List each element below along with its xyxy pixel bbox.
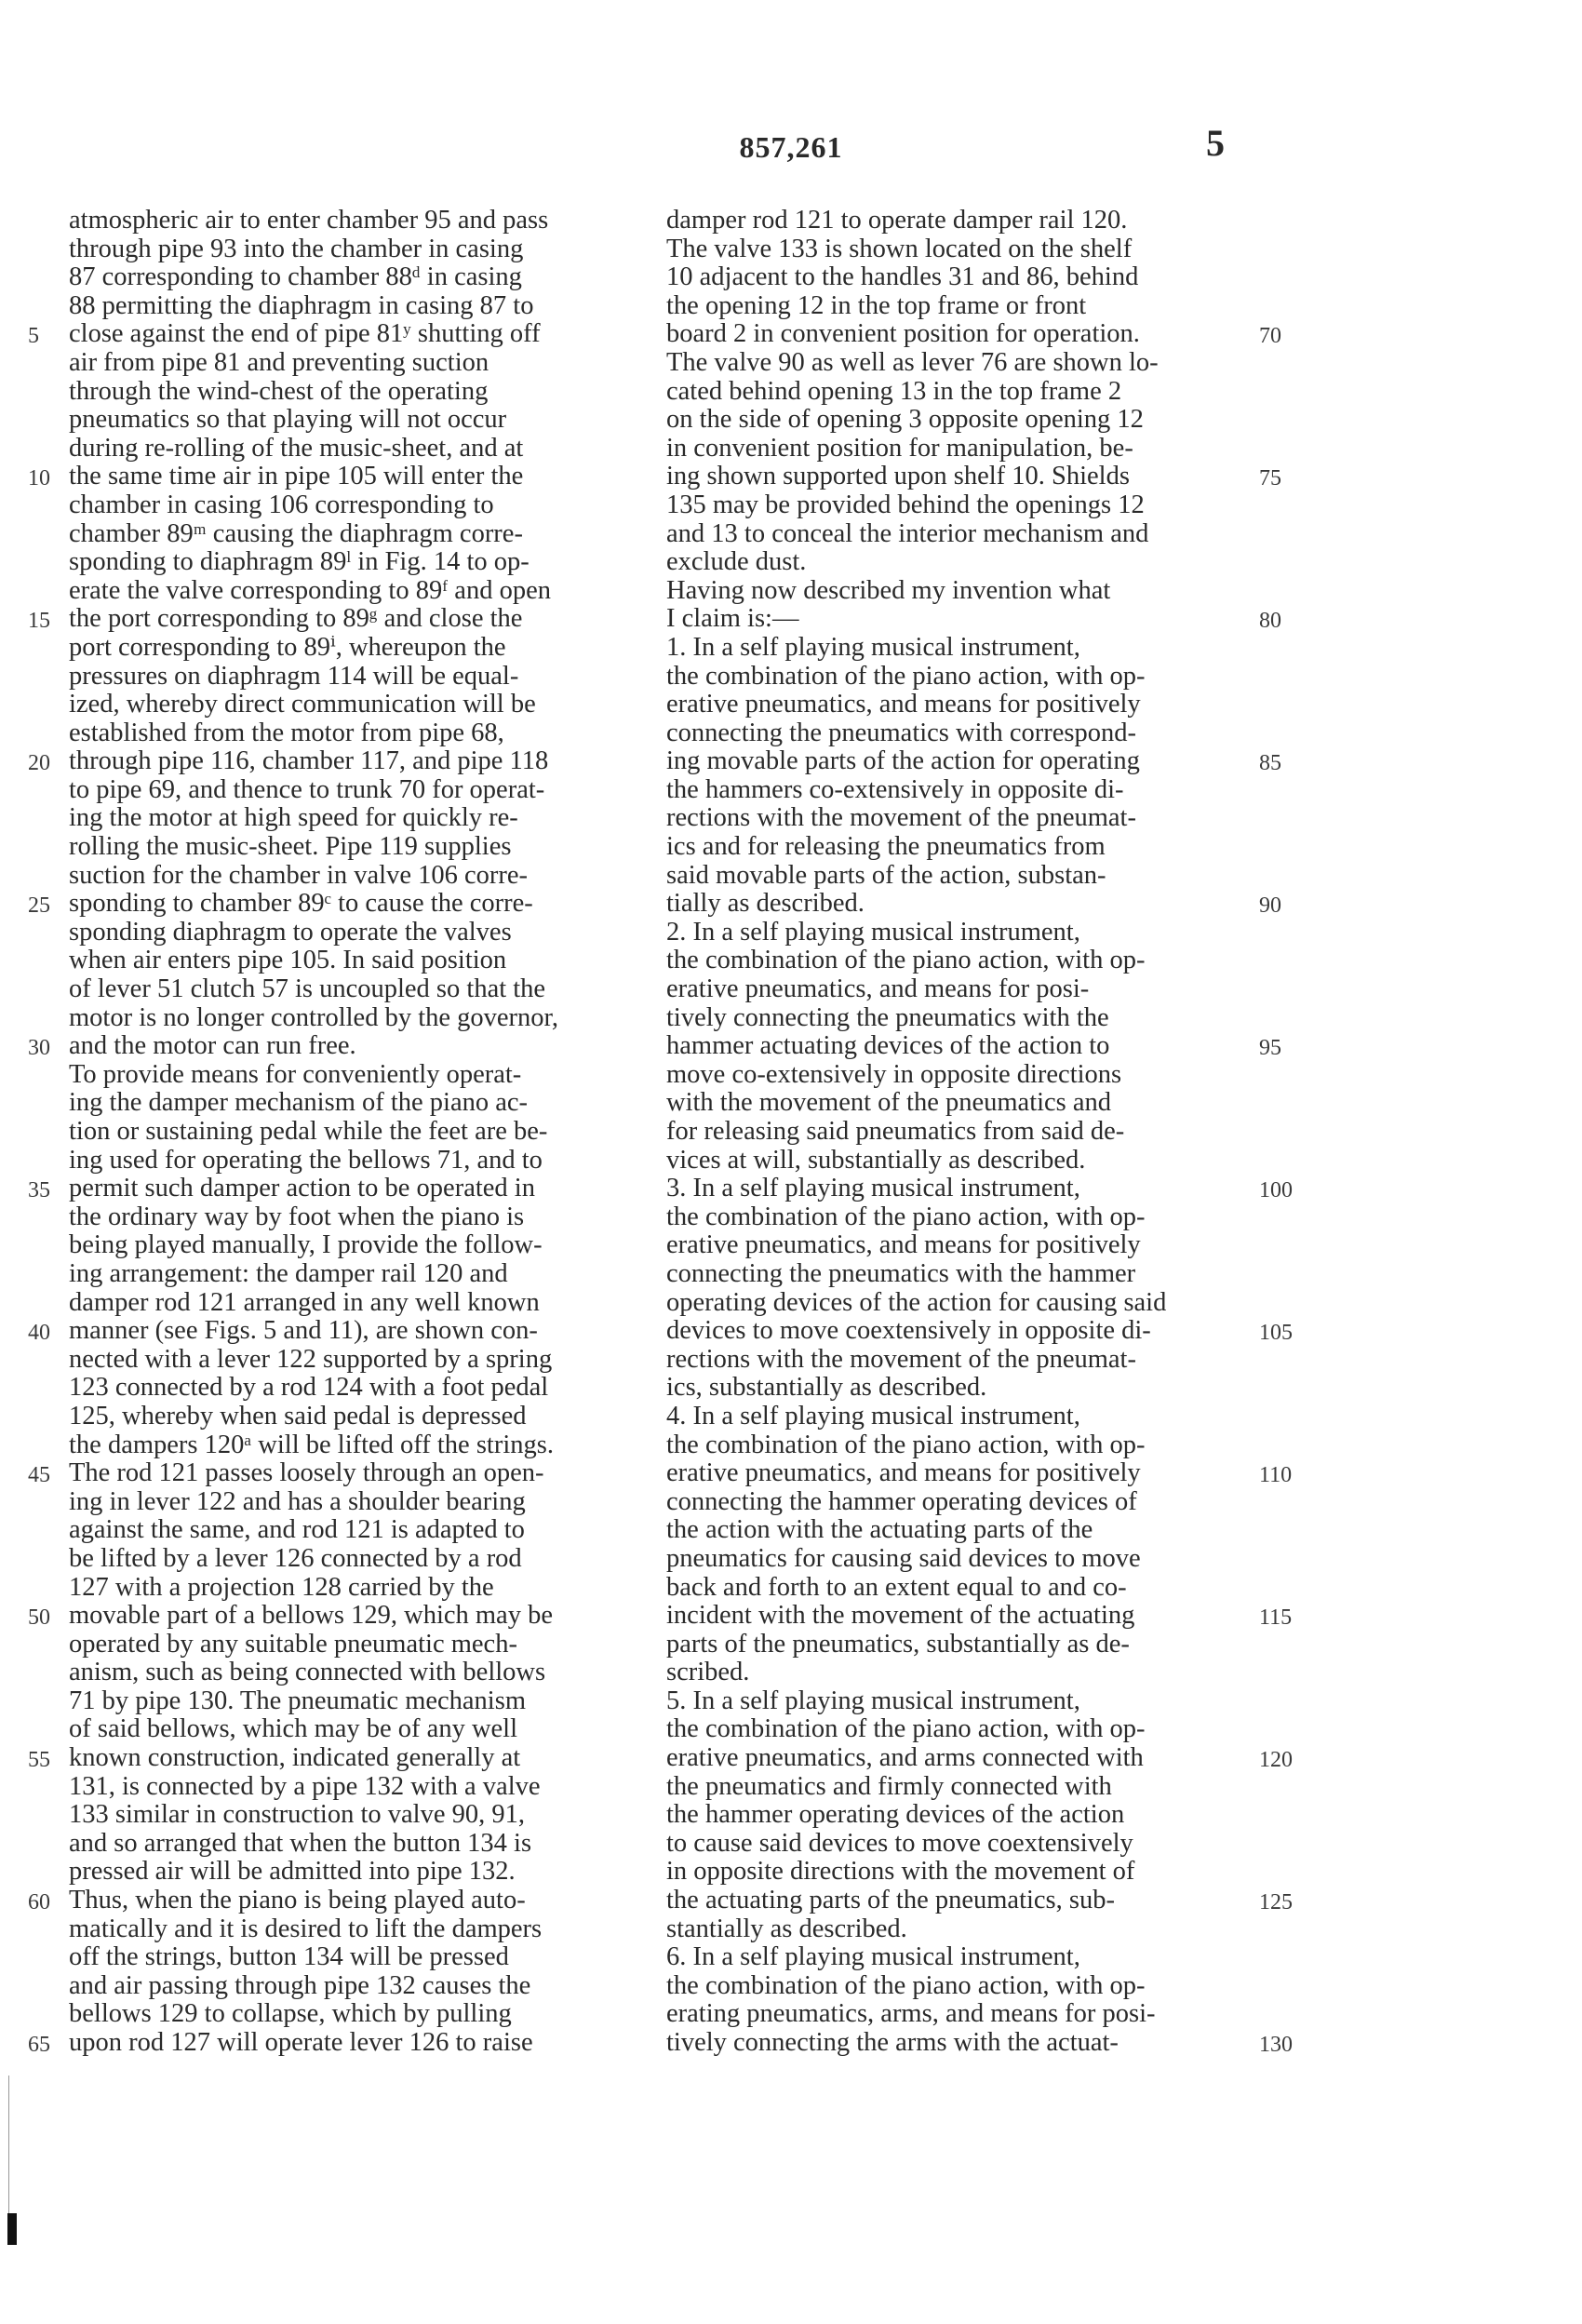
text-line: upon rod 127 will operate lever 126 to raise [69,2029,533,2057]
line-number: 85 [1259,751,1281,776]
text-line: damper rod 121 to operate damper rail 120. [666,207,1128,235]
text-line: stantially as described. [666,1914,907,1943]
line-number: 75 [1259,466,1281,491]
text-line: the hammers co-extensively in opposite di- [666,775,1124,804]
text-line: connecting the hammer operating devices of [666,1487,1137,1516]
text-line: operating devices of the action for causing said [666,1288,1167,1317]
patent-number: 857,261 [739,130,843,164]
line-number: 5 [28,324,39,349]
text-line: board 2 in convenient position for operation. [666,320,1140,349]
text-line: port corresponding to 89ⁱ, whereupon the [69,633,506,662]
text-line: 6. In a self playing musical instrument, [666,1943,1080,1972]
text-line: the combination of the piano action, with op- [666,947,1146,975]
text-line: connecting the pneumatics with correspond- [666,719,1136,747]
text-line: 5. In a self playing musical instrument, [666,1686,1080,1715]
text-line: 3. In a self playing musical instrument, [666,1175,1080,1203]
text-line: ics and for releasing the pneumatics from [666,833,1106,862]
text-line: I claim is:— [666,605,799,634]
text-line: close against the end of pipe 81ʸ shutting off [69,320,541,349]
text-line: tively connecting the arms with the actuat- [666,2029,1119,2057]
right-column [666,207,1258,2058]
text-line: sponding to chamber 89ᶜ to cause the corre- [69,890,533,919]
text-line: 135 may be provided behind the openings 12 [666,490,1145,519]
text-line: bellows 129 to collapse, which by pulling [69,2000,512,2029]
text-line: nected with a lever 122 supported by a spring [69,1345,553,1374]
text-line: tion or sustaining pedal while the feet are be- [69,1118,548,1146]
text-line: in convenient position for manipulation, be- [666,434,1133,463]
text-line: to cause said devices to move coextensively [666,1829,1133,1858]
text-line: ized, whereby direct communication will be [69,691,536,719]
text-line: and air passing through pipe 132 causes the [69,1971,531,2000]
text-line: ing the damper mechanism of the piano ac- [69,1089,529,1118]
text-line: hammer actuating devices of the action to [666,1032,1110,1061]
line-number: 40 [28,1321,50,1346]
text-line: the opening 12 in the top frame or front [666,291,1087,320]
text-line: move co-extensively in opposite directions [666,1060,1122,1089]
text-line: damper rod 121 arranged in any well known [69,1288,540,1317]
text-line: pressures on diaphragm 114 will be equal- [69,662,519,691]
line-number: 15 [28,609,50,634]
text-line: and 13 to conceal the interior mechanism and [666,519,1149,548]
text-line: the port corresponding to 89ᵍ and close the [69,605,523,634]
line-number: 105 [1259,1321,1293,1346]
left-column [69,207,651,2058]
text-line: erative pneumatics, and arms connected with [666,1744,1144,1773]
text-line: of said bellows, which may be of any well [69,1715,518,1744]
line-number: 95 [1259,1036,1281,1061]
text-line: during re-rolling of the music-sheet, and at [69,434,524,463]
line-number: 120 [1259,1748,1293,1773]
text-line: erating pneumatics, arms, and means for posi- [666,2000,1156,2029]
text-line: back and forth to an extent equal to and co- [666,1573,1127,1602]
text-line: the action with the actuating parts of the [666,1516,1093,1545]
text-line: 2. In a self playing musical instrument, [666,918,1080,947]
text-line: ing movable parts of the action for operating [666,747,1140,776]
text-line: permit such damper action to be operated in [69,1175,535,1203]
text-line: the combination of the piano action, with op- [666,1431,1146,1459]
text-line: be lifted by a lever 126 connected by a rod [69,1544,522,1573]
text-line: connecting the pneumatics with the hammer [666,1259,1136,1288]
line-number: 70 [1259,324,1281,349]
line-number: 10 [28,466,50,491]
line-number: 30 [28,1036,50,1061]
text-line: exclude dust. [666,548,807,577]
text-line: ing used for operating the bellows 71, and to [69,1146,543,1175]
text-line: motor is no longer controlled by the governor, [69,1003,558,1032]
text-line: atmospheric air to enter chamber 95 and pass [69,207,549,235]
line-number: 115 [1259,1605,1293,1631]
line-number: 65 [28,2033,50,2058]
text-line: tively connecting the pneumatics with the [666,1003,1109,1032]
text-line: ing the motor at high speed for quickly re- [69,804,518,833]
line-number: 35 [28,1178,50,1203]
line-number: 100 [1259,1178,1293,1203]
text-line: through pipe 93 into the chamber in casing [69,235,524,263]
text-line: ics, substantially as described. [666,1374,987,1403]
text-line: ing arrangement: the damper rail 120 and [69,1259,508,1288]
text-line: vices at will, substantially as described. [666,1146,1086,1175]
line-number: 110 [1259,1463,1293,1488]
text-line: the combination of the piano action, with op- [666,1202,1146,1231]
text-line: matically and it is desired to lift the dampers [69,1914,543,1943]
text-line: The valve 90 as well as lever 76 are shown lo- [666,348,1159,377]
text-line: 87 corresponding to chamber 88ᵈ in casing [69,263,522,292]
text-line: established from the motor from pipe 68, [69,719,504,747]
text-line: erative pneumatics, and means for posi- [666,975,1090,1004]
text-line: anism, such as being connected with bellows [69,1659,546,1687]
text-line: 123 connected by a rod 124 with a foot pedal [69,1374,549,1403]
text-line: cated behind opening 13 in the top frame 2 [666,377,1122,406]
text-line: with the movement of the pneumatics and [666,1089,1112,1118]
text-line: the actuating parts of the pneumatics, sub- [666,1887,1115,1915]
text-line: ing shown supported upon shelf 10. Shields [666,463,1130,491]
line-number: 125 [1259,1890,1293,1915]
text-line: operated by any suitable pneumatic mech- [69,1630,517,1659]
text-line: off the strings, button 134 will be pressed [69,1943,509,1972]
text-line: the combination of the piano action, with op- [666,1715,1146,1744]
text-line: pneumatics so that playing will not occur [69,406,507,435]
text-line: the hammer operating devices of the action [666,1801,1125,1830]
text-line: 10 adjacent to the handles 31 and 86, behind [666,263,1139,292]
text-line: and the motor can run free. [69,1032,356,1061]
text-line: The valve 133 is shown located on the shelf [666,235,1133,263]
text-line: for releasing said pneumatics from said de- [666,1118,1125,1146]
line-number: 50 [28,1605,50,1631]
text-line: erative pneumatics, and means for positively [666,1231,1141,1260]
text-line: The rod 121 passes loosely through an open- [69,1459,544,1488]
line-number: 45 [28,1463,50,1488]
text-line: against the same, and rod 121 is adapted to [69,1516,525,1545]
text-line: incident with the movement of the actuating [666,1602,1135,1631]
text-line: the combination of the piano action, with op- [666,1971,1146,2000]
text-line: 127 with a projection 128 carried by the [69,1573,494,1602]
text-line: pneumatics for causing said devices to move [666,1544,1141,1573]
text-line: 125, whereby when said pedal is depressed [69,1402,527,1431]
text-line: chamber 89ᵐ causing the diaphragm corre- [69,519,523,548]
text-line: the ordinary way by foot when the piano is [69,1202,525,1231]
text-line: and so arranged that when the button 134 is [69,1829,532,1858]
line-number: 80 [1259,609,1281,634]
margin-rule [8,2075,9,2215]
line-number: 55 [28,1748,50,1773]
text-line: through pipe 116, chamber 117, and pipe 118 [69,747,549,776]
text-line: air from pipe 81 and preventing suction [69,348,489,377]
text-line: 1. In a self playing musical instrument, [666,633,1080,662]
text-line: To provide means for conveniently operat- [69,1060,522,1089]
text-line: the pneumatics and firmly connected with [666,1772,1112,1801]
text-line: sponding to diaphragm 89ˡ in Fig. 14 to op- [69,548,530,577]
text-line: Thus, when the piano is being played auto- [69,1887,526,1915]
line-number: 130 [1259,2033,1293,2058]
text-line: the combination of the piano action, with op- [666,662,1146,691]
text-line: 131, is connected by a pipe 132 with a valve [69,1772,541,1801]
text-line: parts of the pneumatics, substantially as de- [666,1630,1130,1659]
text-line: when air enters pipe 105. In said position [69,947,507,975]
text-line: movable part of a bellows 129, which may be [69,1602,553,1631]
text-line: of lever 51 clutch 57 is uncoupled so that the [69,975,546,1004]
text-line: the dampers 120ᵃ will be lifted off the strings. [69,1431,554,1459]
text-line: sponding diaphragm to operate the valves [69,918,512,947]
text-line: suction for the chamber in valve 106 corre- [69,861,529,890]
text-line: rections with the movement of the pneumat- [666,1345,1136,1374]
text-line: rolling the music-sheet. Pipe 119 supplies [69,833,512,862]
text-line: known construction, indicated generally at [69,1744,521,1773]
text-line: erative pneumatics, and means for positively [666,1459,1141,1488]
text-line: the same time air in pipe 105 will enter the [69,463,524,491]
line-number: 60 [28,1890,50,1915]
line-number: 25 [28,893,50,919]
text-line: scribed. [666,1659,750,1687]
text-line: erate the valve corresponding to 89ᶠ and open [69,576,551,605]
text-line: pressed air will be admitted into pipe 132. [69,1858,516,1887]
text-line: rections with the movement of the pneumat- [666,804,1136,833]
text-line: erative pneumatics, and means for positively [666,691,1141,719]
text-line: in opposite directions with the movement of [666,1858,1135,1887]
text-line: said movable parts of the action, substan- [666,861,1106,890]
text-line: 71 by pipe 130. The pneumatic mechanism [69,1686,526,1715]
page-number: 5 [1206,122,1225,164]
text-line: 4. In a self playing musical instrument, [666,1402,1080,1431]
text-line: through the wind-chest of the operating [69,377,489,406]
text-line: to pipe 69, and thence to trunk 70 for operat- [69,775,545,804]
text-line: being played manually, I provide the follow- [69,1231,543,1260]
text-line: manner (see Figs. 5 and 11), are shown con- [69,1317,538,1346]
line-number: 90 [1259,893,1281,919]
margin-mark [7,2213,17,2245]
line-number: 20 [28,751,50,776]
text-line: chamber in casing 106 corresponding to [69,490,494,519]
text-line: on the side of opening 3 opposite opening 12 [666,406,1144,435]
text-line: Having now described my invention what [666,576,1111,605]
text-line: devices to move coextensively in opposite di- [666,1317,1151,1346]
text-line: tially as described. [666,890,865,919]
text-line: 133 similar in construction to valve 90, 91, [69,1801,525,1830]
text-line: 88 permitting the diaphragm in casing 87 to [69,291,534,320]
text-line: ing in lever 122 and has a shoulder bearing [69,1487,526,1516]
